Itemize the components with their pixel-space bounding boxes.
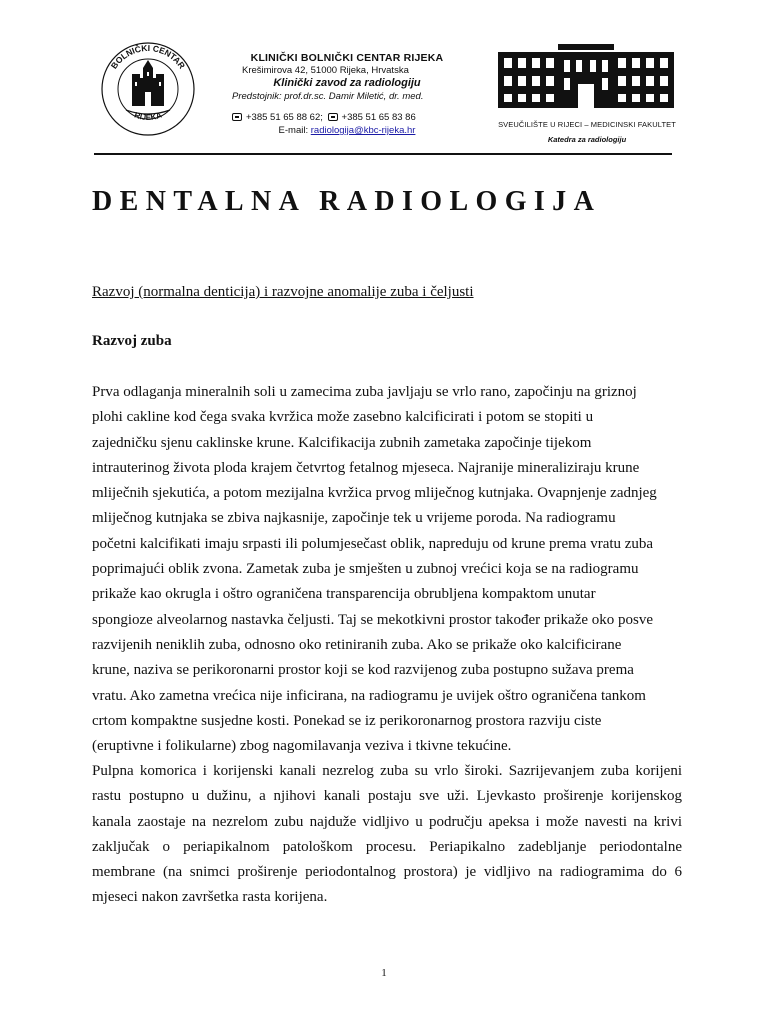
text-line: mliječnog kutnjaka se zbiva najkasnije, započinje tek u vrijeme poroda. Na radiogramu [92,510,616,527]
text-line: rastu postupno u dužinu, a njihovi kanali postaju sve uži. Ljevkasto proširenje korijenskog [92,788,682,805]
topic-heading: Razvoj (normalna denticija) i razvojne anomalije zuba i čeljusti [92,284,474,300]
text-line: membrane (na snimci proširenje periodontalnog prostora) je vidljivo na radiogramima do 6 [92,864,682,881]
institution-name: KLINIČKI BOLNIČKI CENTAR RIJEKA [250,52,444,64]
text-line: početni kalcifikati imaju srpasti ili polumjesečast oblik, napreduju od krune prema vratu zuba [92,535,654,552]
department-name: Katedra za radiologiju [547,135,627,144]
text-line: zajedničku sjenu caklinske krune. Kalcifikacija zubnih zametaka započinje tijekom [92,434,592,451]
fax-number: +385 51 65 83 86 [341,112,416,123]
phone-icon [232,113,242,121]
header-divider [94,153,672,155]
text-line: kanala zaostaje na nezrelom zubu najduže vidljivo u području apeksa i može navesti na krivi [92,813,682,830]
text-line: spongioze alveolarnog nastavka čeljusti. Taj se mekotkivni prostor također prikaže oko posve [92,611,654,628]
email-line [222,125,472,136]
letterhead-text [222,52,472,136]
paragraph-2 [92,759,682,911]
phone-fax-line [222,112,472,123]
page-number: 1 [381,967,387,979]
fax-icon [328,113,338,121]
clinic-name: Klinički zavod za radiologiju [273,77,421,89]
university-name: SVEUČILIŠTE U RIJECI – MEDICINSKI FAKULTET [498,120,676,129]
text-line: razvijenih neniklih zuba, odnosno oko retiniranih zuba. Ako se prikaže oko kalcificirane [92,636,622,653]
document-title: DENTALNA RADIOLOGIJA [92,186,602,217]
hospital-seal-logo [96,40,200,138]
text-line: krune, naziva se perikoronarni prostor koji se kod razvijenog zuba postupno sužava prema [92,662,634,679]
text-line: mjeseci nakon završetka rasta korijena. [92,889,328,906]
text-line: intrauterinog života ploda krajem četvrtog fetalnog mjeseca. Najranije mineraliziraju krune [92,459,640,476]
text-line: zaključak o periapikalnom patološkom procesu. Periapikalno zadebljanje periodontalne [92,838,682,855]
text-line: Prva odlaganja mineralnih soli u zamecima zuba javljaju se vrlo rano, započinju na griznoj [92,384,637,400]
svg-text:BOLNIČKI CENTAR: BOLNIČKI CENTAR [108,42,188,71]
section-heading: Razvoj zuba [92,333,172,349]
text-line: crtom kompaktne susjedne kosti. Ponekad se iz perikoronarnog prostora razviju ciste [92,712,602,729]
email-label: E-mail: [278,125,309,136]
text-line: prikaže kao okrugla i oštro ograničena transparencija obrubljena kompaktom unutar [92,586,596,603]
phone-number: +385 51 65 88 62; [246,112,323,123]
text-line: (eruptivne i folikularne) zbog nagomilavanja veziva i tkivne tekućine. [92,738,512,755]
text-line: mliječnih sjekutića, a potom mezijalna kvržica prvog mliječnog kutnjaka. Ovapnjenje zadnjeg [92,485,657,502]
email-link[interactable]: radiologija@kbc-rijeka.hr [310,125,416,136]
paragraph-1 [92,380,682,759]
department-head: Predstojnik: prof.dr.sc. Damir Miletić, dr. med. [232,91,424,102]
text-line: Pulpna komorica i korijenski kanali nezrelog zuba su vrlo široki. Sazrijevanjem zuba korijeni [92,763,682,779]
svg-text:RIJEKA: RIJEKA [133,110,163,123]
text-line: vratu. Ako zametna vrećica nije inficirana, na radiogramu je uvijek oštro ograničena tankom [92,687,646,704]
text-line: plohi cakline kod čega svaka kvržica može zasebno kalcificirati i potom se stopiti u [92,409,594,426]
text-line: poprimajući oblik zvona. Zametak zuba je smješten u zubnoj vrećici koja se na radiogramu [92,561,639,578]
institution-address: Krešimirova 42, 51000 Rijeka, Hrvatska [242,65,409,76]
faculty-building-logo [498,44,674,108]
